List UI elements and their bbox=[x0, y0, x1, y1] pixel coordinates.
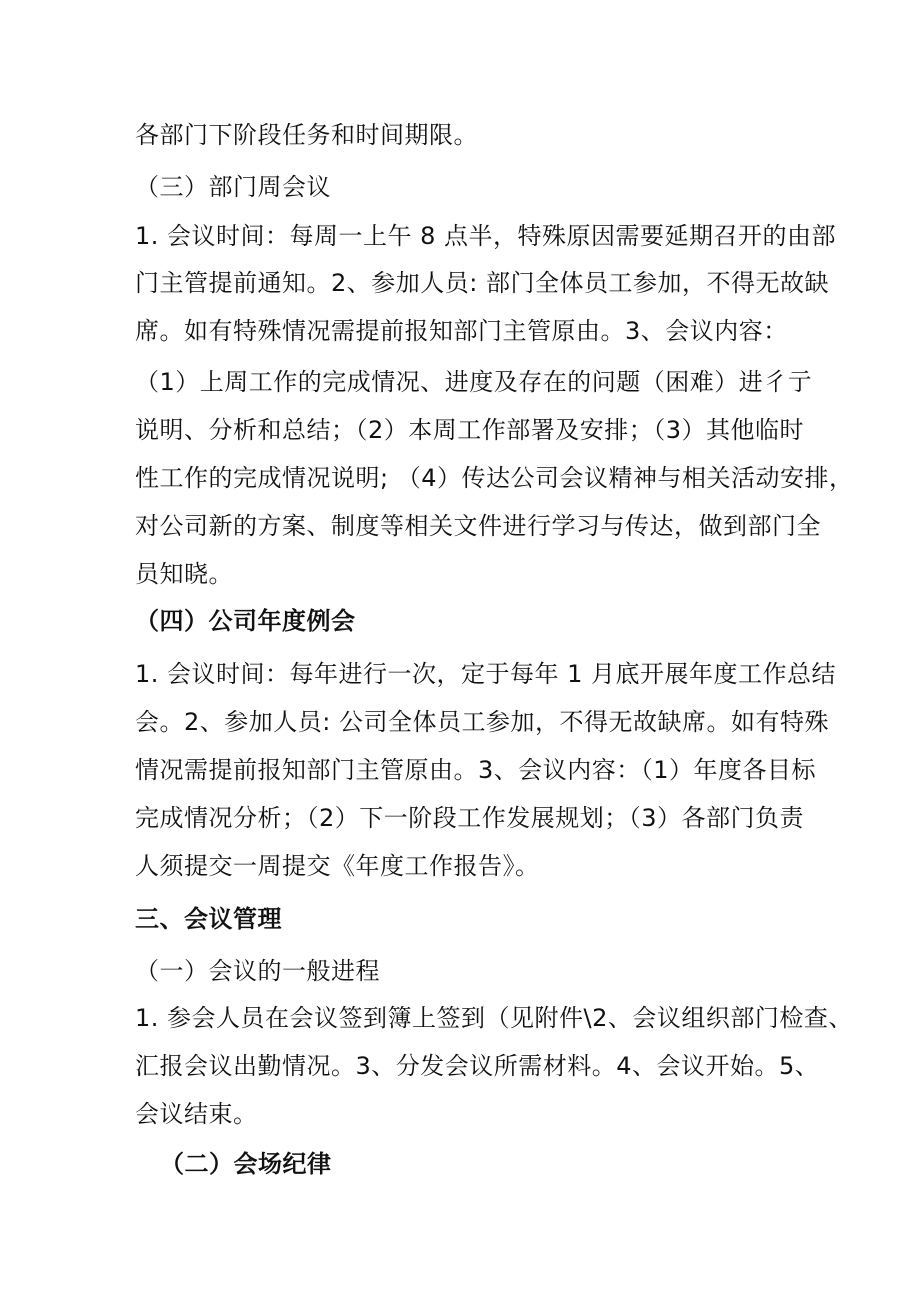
subsection-heading: （一）会议的一般进程 bbox=[135, 957, 380, 985]
paragraph-line: 员知晓。 bbox=[135, 560, 233, 588]
paragraph-line: 席。如有特殊情况需提前报知部门主管原由。3、会议内容： bbox=[135, 317, 788, 345]
paragraph-line: （1）上周工作的完成情况、进度及存在的问题（困难）进彳亍 bbox=[135, 368, 813, 396]
paragraph-line: 1. 参会人员在会议签到簿上签到（见附件\2、会议组织部门检查、 bbox=[135, 1004, 853, 1032]
paragraph-line: 人须提交一周提交《年度工作报告》。 bbox=[135, 852, 540, 880]
paragraph-line: 会。2、参加人员: 公司全体员工参加，不得无故缺席。如有特殊 bbox=[135, 708, 829, 736]
paragraph-line: 1. 会议时间：每周一上午 8 点半，特殊原因需要延期召开的由部 bbox=[135, 222, 837, 250]
paragraph-line: 情况需提前报知部门主管原由。3、会议内容：（1）年度各目标 bbox=[135, 756, 817, 784]
subsection-heading: （三）部门周会议 bbox=[135, 173, 331, 201]
paragraph-line: 汇报会议出勤情况。3、分发会议所需材料。4、会议开始。5、 bbox=[135, 1052, 820, 1080]
subsection-heading: （四）公司年度例会 bbox=[135, 607, 356, 635]
paragraph-line: 门主管提前通知。2、参加人员: 部门全体员工参加，不得无故缺 bbox=[135, 269, 829, 297]
section-heading: 三、会议管理 bbox=[135, 905, 282, 933]
paragraph-line: 完成情况分析；（2）下一阶段工作发展规划；（3）各部门负责 bbox=[135, 804, 805, 832]
paragraph-line: 各部门下阶段任务和时间期限。 bbox=[135, 121, 478, 149]
subsection-heading: （二）会场纪律 bbox=[160, 1150, 332, 1178]
paragraph-line: 说明、分析和总结；（2）本周工作部署及安排；（3）其他临时 bbox=[135, 416, 805, 444]
paragraph-line: 会议结束。 bbox=[135, 1100, 258, 1128]
paragraph-line: 1. 会议时间：每年进行一次，定于每年 1 月底开展年度工作总结 bbox=[135, 660, 837, 688]
paragraph-line: 对公司新的方案、制度等相关文件进行学习与传达，做到部门全 bbox=[135, 512, 821, 540]
paragraph-line: 性工作的完成情况说明; （4）传达公司会议精神与相关活动安排， bbox=[135, 464, 854, 492]
